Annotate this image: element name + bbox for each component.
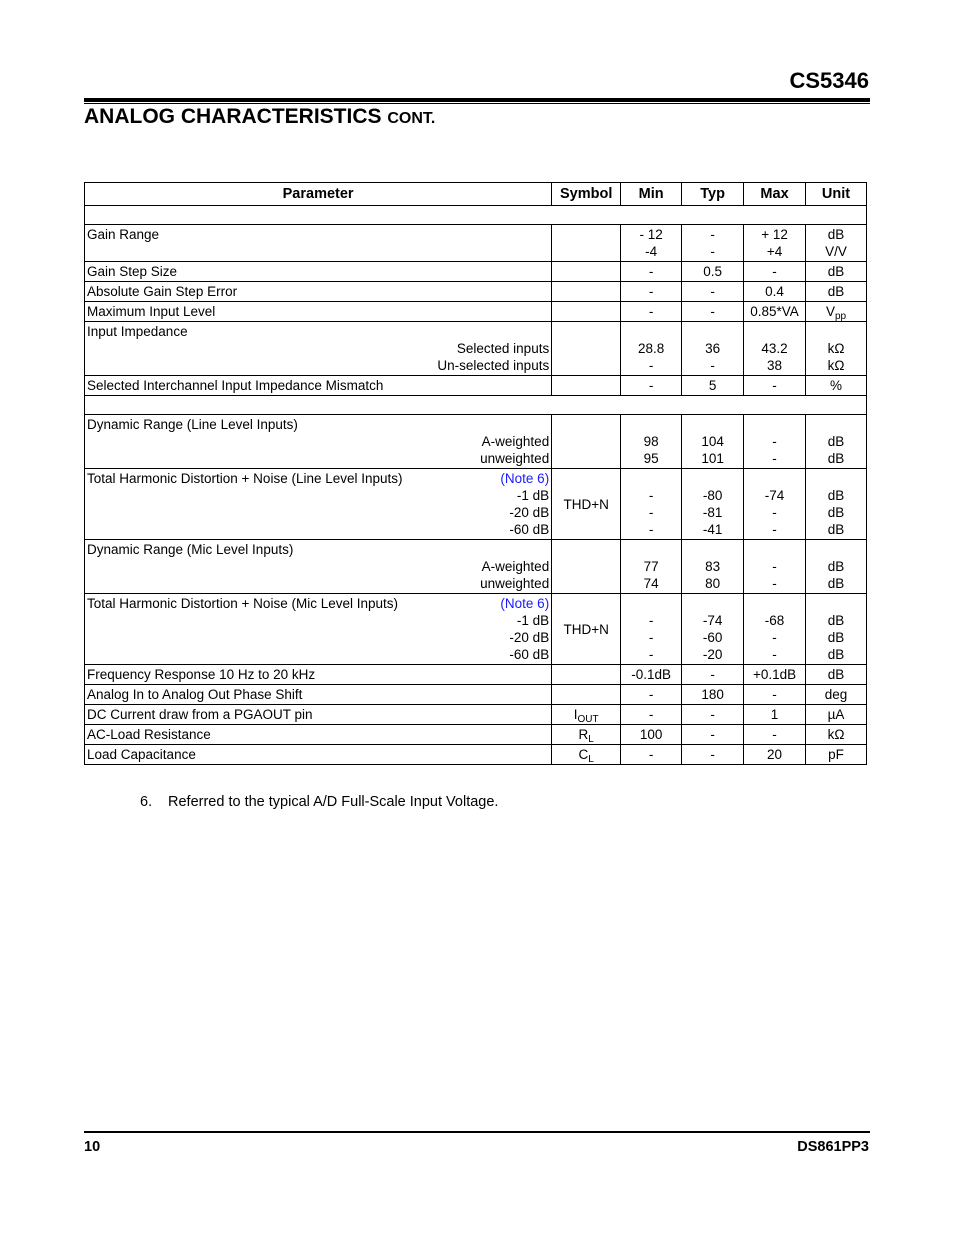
symbol-cell: $I_{OUT}$	[552, 705, 621, 725]
column-header: Min	[621, 183, 682, 206]
table-row	[85, 469, 867, 540]
part-number: CS5346	[789, 68, 869, 93]
min-cell: -0.1dB	[621, 665, 682, 685]
typ-cell: - -	[682, 225, 744, 262]
condition: A-weighted	[481, 434, 550, 449]
typ-cell: -80 -81 -41	[682, 469, 744, 540]
symbol-cell	[552, 376, 621, 396]
symbol-cell	[552, 415, 621, 469]
max-cell: -	[744, 262, 806, 282]
typ-cell: -	[682, 302, 744, 322]
table-row	[85, 282, 867, 302]
table-row	[85, 705, 867, 725]
note-6-link[interactable]: (Note 6)	[500, 596, 550, 611]
unit-cell: kΩ kΩ	[806, 322, 867, 376]
condition: unweighted	[480, 451, 550, 466]
min-cell: -	[621, 745, 682, 765]
condition: unweighted	[480, 576, 550, 591]
param-cell: Total Harmonic Distortion + Noise (Mic Level Inputs) (Note 6) -1 dB -20 dB -60 dB	[85, 594, 552, 665]
symbol-cell: THD+N	[552, 469, 621, 540]
symbol-cell	[552, 665, 621, 685]
max-cell: 43.2 38	[744, 322, 806, 376]
column-header: Parameter	[85, 183, 552, 206]
typ-cell: 180	[682, 685, 744, 705]
symbol-cell	[552, 302, 621, 322]
param-cell: Absolute Gain Step Error	[85, 282, 552, 302]
min-cell: 77 74	[621, 540, 682, 594]
header-rule-thin	[84, 103, 870, 104]
min-cell: -	[621, 302, 682, 322]
condition: -20 dB	[509, 505, 550, 520]
max-cell: -68 - -	[744, 594, 806, 665]
column-header: Typ	[682, 183, 744, 206]
param-cell: Gain Step Size	[85, 262, 552, 282]
section-suffix: CONT.	[387, 110, 436, 127]
min-cell: -	[621, 282, 682, 302]
page-number: 10	[84, 1139, 101, 1155]
unit-cell: $V_{pp}$	[806, 302, 867, 322]
symbol-cell: THD+N	[552, 594, 621, 665]
param-cell: DC Current draw from a PGAOUT pin	[85, 705, 552, 725]
section-title: ANALOG CHARACTERISTICS CONT.	[84, 105, 436, 128]
unit-cell: %	[806, 376, 867, 396]
symbol-cell	[552, 282, 621, 302]
unit-cell: dB dB	[806, 415, 867, 469]
table-row	[85, 302, 867, 322]
section-separator-row	[85, 396, 867, 415]
min-cell: 98 95	[621, 415, 682, 469]
table-row	[85, 665, 867, 685]
param-cell: AC-Load Resistance	[85, 725, 552, 745]
unit-cell: pF	[806, 745, 867, 765]
table-row	[85, 745, 867, 765]
param-cell: Load Capacitance	[85, 745, 552, 765]
param-cell: Input Impedance Selected inputs Un-selected inputs	[85, 322, 552, 376]
condition: Un-selected inputs	[437, 358, 550, 373]
symbol-cell	[552, 322, 621, 376]
table-row	[85, 725, 867, 745]
condition: -20 dB	[509, 630, 550, 645]
document-id: DS861PP3	[797, 1139, 869, 1155]
typ-cell: 5	[682, 376, 744, 396]
unit-cell: dB dB	[806, 540, 867, 594]
min-cell: 100	[621, 725, 682, 745]
typ-cell: 104 101	[682, 415, 744, 469]
typ-cell: 36 -	[682, 322, 744, 376]
note-6-link[interactable]: (Note 6)	[500, 471, 550, 486]
typ-cell: -	[682, 282, 744, 302]
footnote-text: Referred to the typical A/D Full-Scale Input Voltage.	[168, 794, 499, 810]
unit-cell: kΩ	[806, 725, 867, 745]
column-header: Max	[744, 183, 806, 206]
max-cell: 0.4	[744, 282, 806, 302]
symbol-cell: $R_L$	[552, 725, 621, 745]
max-cell: -	[744, 376, 806, 396]
table-row	[85, 376, 867, 396]
symbol-cell	[552, 262, 621, 282]
footnote-number: 6.	[140, 794, 153, 810]
param-cell: Frequency Response 10 Hz to 20 kHz	[85, 665, 552, 685]
max-cell: -	[744, 725, 806, 745]
symbol-cell	[552, 685, 621, 705]
min-cell: -	[621, 705, 682, 725]
max-cell: - -	[744, 415, 806, 469]
condition: -1 dB	[516, 613, 550, 628]
table-header-row	[85, 183, 867, 206]
min-cell: -	[621, 685, 682, 705]
table-row	[85, 415, 867, 469]
min-cell: -	[621, 376, 682, 396]
condition: -60 dB	[509, 647, 550, 662]
section-separator-row	[85, 206, 867, 225]
param-cell: Total Harmonic Distortion + Noise (Line Level Inputs) (Note 6) -1 dB -20 dB -60 dB	[85, 469, 552, 540]
table-row	[85, 262, 867, 282]
table-row	[85, 594, 867, 665]
header-rule	[84, 98, 870, 102]
column-header: Unit	[806, 183, 867, 206]
analog-characteristics-table	[84, 182, 867, 765]
column-header: Symbol	[552, 183, 621, 206]
max-cell: 1	[744, 705, 806, 725]
symbol-cell: $C_L$	[552, 745, 621, 765]
param-cell: Dynamic Range (Line Level Inputs) A-weighted unweighted	[85, 415, 552, 469]
unit-cell: dB	[806, 262, 867, 282]
typ-cell: 0.5	[682, 262, 744, 282]
min-cell: - 12 -4	[621, 225, 682, 262]
symbol-cell	[552, 225, 621, 262]
typ-cell: -74 -60 -20	[682, 594, 744, 665]
min-cell: - - -	[621, 469, 682, 540]
condition: A-weighted	[481, 559, 550, 574]
unit-cell: dB	[806, 665, 867, 685]
condition: -60 dB	[509, 522, 550, 537]
typ-cell: -	[682, 665, 744, 685]
max-cell: 20	[744, 745, 806, 765]
condition: Selected inputs	[456, 341, 550, 356]
condition: -1 dB	[516, 488, 550, 503]
max-cell: +0.1dB	[744, 665, 806, 685]
min-cell: - - -	[621, 594, 682, 665]
max-cell: 0.85*VA	[744, 302, 806, 322]
min-cell: -	[621, 262, 682, 282]
symbol-cell	[552, 540, 621, 594]
table-row	[85, 540, 867, 594]
footer-rule	[84, 1131, 870, 1133]
min-cell: 28.8 -	[621, 322, 682, 376]
table-row	[85, 685, 867, 705]
max-cell: - -	[744, 540, 806, 594]
unit-cell: deg	[806, 685, 867, 705]
param-cell: Gain Range	[85, 225, 552, 262]
unit-cell: dB dB dB	[806, 594, 867, 665]
table-row	[85, 225, 867, 262]
unit-cell: dB	[806, 282, 867, 302]
max-cell: -74 - -	[744, 469, 806, 540]
param-cell: Maximum Input Level	[85, 302, 552, 322]
footnote	[140, 794, 498, 810]
unit-cell: µA	[806, 705, 867, 725]
unit-cell: dB dB dB	[806, 469, 867, 540]
table-row	[85, 322, 867, 376]
typ-cell: -	[682, 705, 744, 725]
max-cell: + 12 +4	[744, 225, 806, 262]
typ-cell: -	[682, 725, 744, 745]
unit-cell: dB V/V	[806, 225, 867, 262]
param-cell: Analog In to Analog Out Phase Shift	[85, 685, 552, 705]
max-cell: -	[744, 685, 806, 705]
typ-cell: 83 80	[682, 540, 744, 594]
param-cell: Dynamic Range (Mic Level Inputs) A-weighted unweighted	[85, 540, 552, 594]
param-cell: Selected Interchannel Input Impedance Mismatch	[85, 376, 552, 396]
typ-cell: -	[682, 745, 744, 765]
